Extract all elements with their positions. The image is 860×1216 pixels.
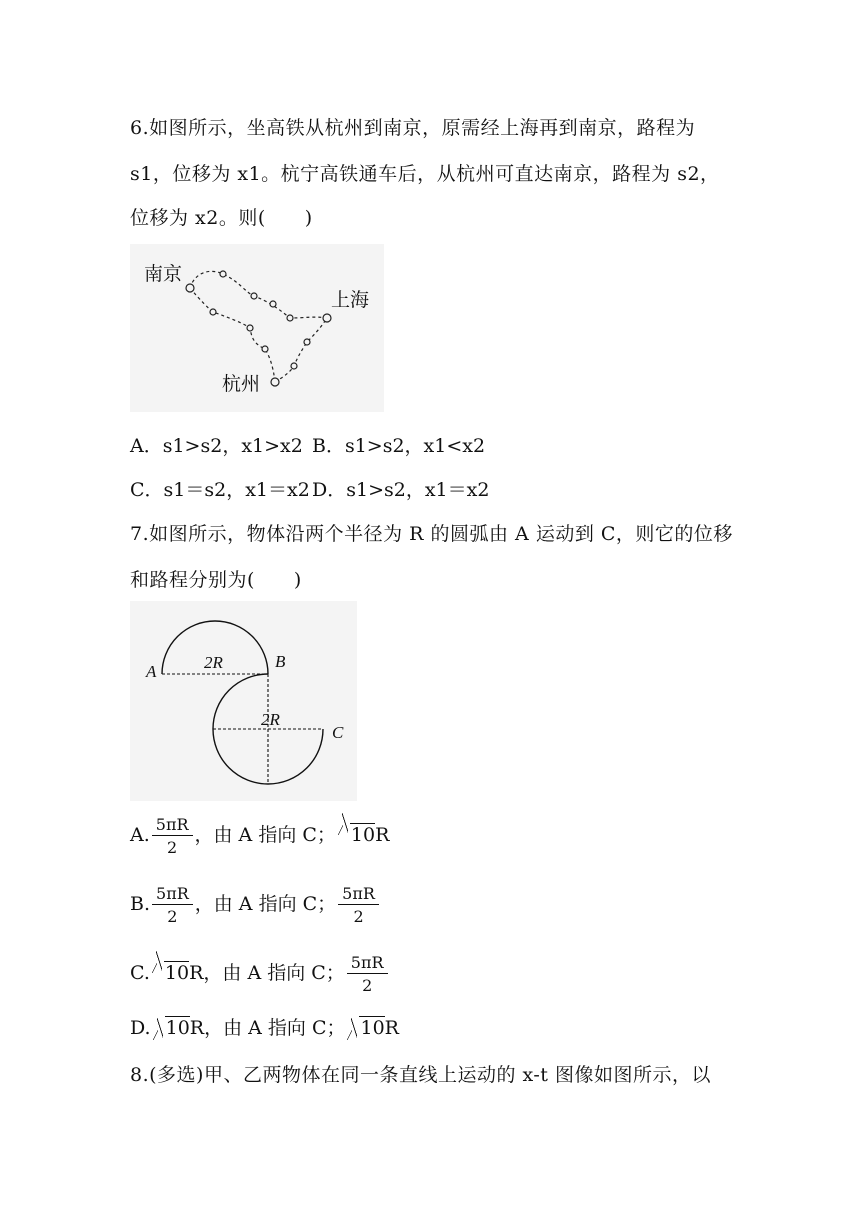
- q7-option-c: C. 10R，由 A 指向 C； $\frac{5\pi R}{2}$: [130, 949, 390, 997]
- fraction: [152, 815, 193, 858]
- shanghai-station-dot: [323, 314, 331, 322]
- square-root: 10: [153, 1016, 190, 1040]
- mid-diameter-label: 2R: [261, 710, 280, 729]
- q8-text-line1: 8.(多选)甲、乙两物体在同一条直线上运动的 x-t 图像如图所示，以: [130, 1064, 711, 1086]
- q6-option-a: A．s1>s2，x1>x2: [130, 435, 303, 457]
- q6-text-line2: s1，位移为 x1。杭宁高铁通车后，从杭州可直达南京，路程为 s2，: [130, 163, 720, 185]
- q6-text-line3: 位移为 x2。则( ): [130, 207, 313, 229]
- hangzhou-station-dot: [271, 378, 279, 386]
- q6-option-d: D．s1>s2，x1＝x2: [312, 479, 490, 501]
- square-root: 10: [152, 949, 189, 997]
- q7-option-a: A. $\frac{5\pi R}{2}$ ，由 A 指向 C； 10R: [130, 811, 389, 859]
- hangzhou-label: 杭州: [222, 374, 261, 395]
- q6-route-map-figure: [130, 244, 384, 412]
- q6-option-c: C．s1＝s2，x1＝x2: [130, 479, 310, 501]
- point-a-label: A: [146, 662, 157, 681]
- nanjing-label: 南京: [144, 264, 183, 285]
- q6-text-line1: 6.如图所示，坐高铁从杭州到南京，原需经上海再到南京，路程为: [130, 117, 696, 139]
- fraction: $\frac{5\pi R}{2}$: [152, 884, 193, 927]
- q6-option-b: B．s1>s2，x1<x2: [312, 435, 486, 457]
- option-a-prefix: A.: [130, 824, 150, 846]
- q7-option-d: D. 10R，由 A 指向 C； 10R: [130, 1017, 399, 1039]
- fraction-numerator: 5πR: [152, 815, 193, 836]
- q7-option-b: B. $\frac{5\pi R}{2}$ ，由 A 指向 C； $\frac{5\pi R}{2}$: [130, 880, 381, 928]
- top-diameter-label: 2R: [204, 653, 223, 672]
- q7-text-line1: 7.如图所示，物体沿两个半径为 R 的圆弧由 A 运动到 C，则它的位移: [130, 523, 733, 545]
- fraction: $\frac{5\pi R}{2}$: [338, 884, 379, 927]
- nanjing-station-dot: [186, 284, 194, 292]
- point-c-label: C: [332, 723, 344, 742]
- q7-text-line2: 和路程分别为( ): [130, 569, 302, 591]
- q7-arc-path-figure: [130, 601, 357, 801]
- point-b-label: B: [275, 652, 286, 671]
- shanghai-label: 上海: [331, 290, 370, 311]
- fraction: $\frac{5\pi R}{2}$: [347, 953, 388, 996]
- option-b-prefix: B.: [130, 893, 151, 915]
- fraction-denominator: 2: [167, 837, 178, 857]
- square-root: 10: [347, 1016, 384, 1040]
- square-root: 10: [338, 811, 375, 859]
- option-a-middle: ，由 A 指向 C；: [194, 824, 336, 846]
